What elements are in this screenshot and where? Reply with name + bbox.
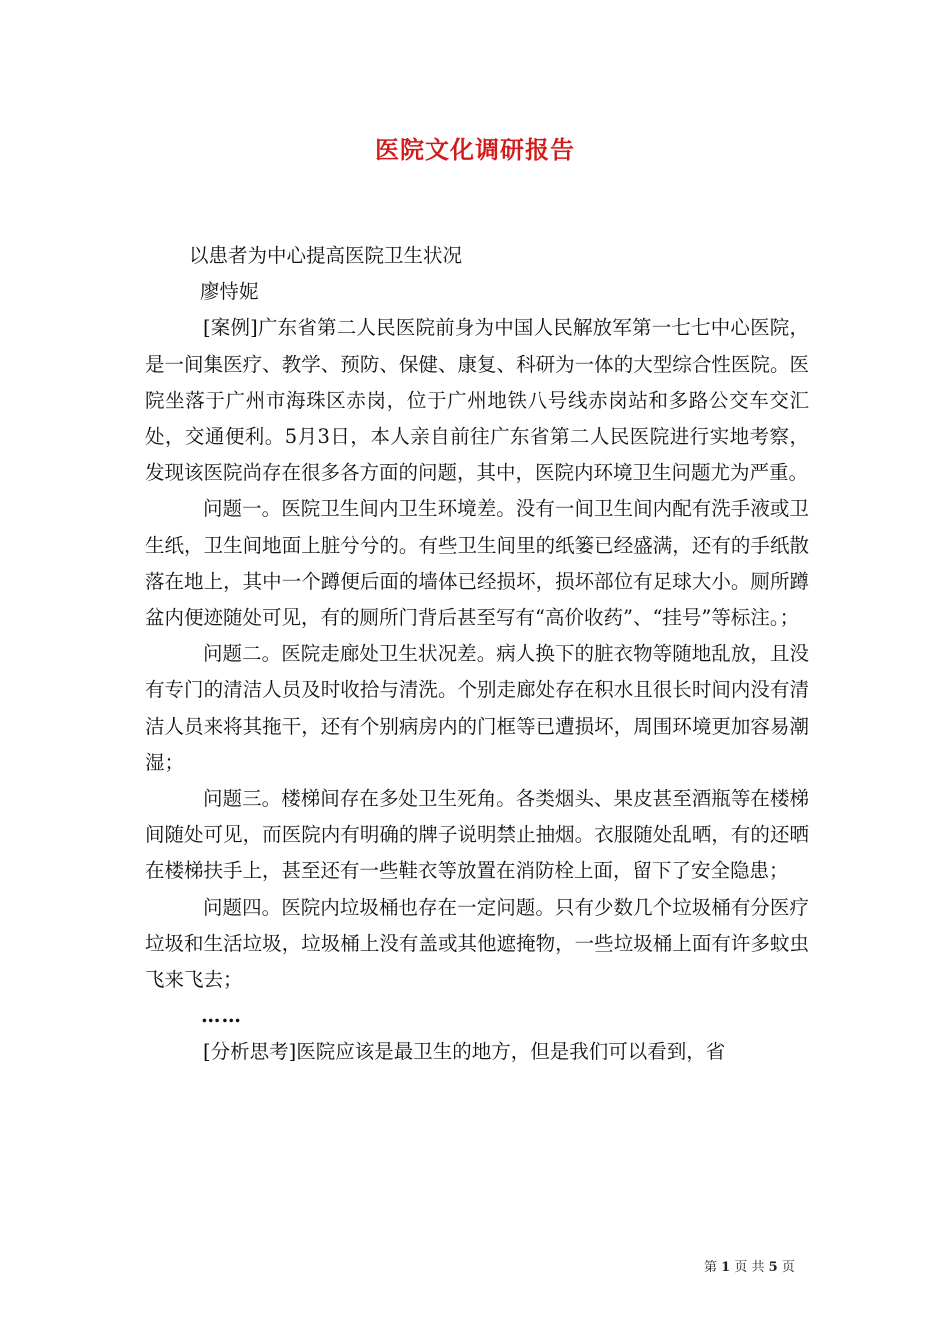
document-subtitle: 以患者为中心提高医院卫生状况 <box>189 244 463 267</box>
paragraph-analysis: [分析思考]医院应该是最卫生的地方，但是我们可以看到，省 <box>203 1040 726 1064</box>
ellipsis: …… <box>201 1004 242 1028</box>
footer-page-total: 5 <box>768 1260 778 1275</box>
document-body <box>145 238 809 1071</box>
paragraph-problem-4: 问题四。医院内垃圾桶也存在一定问题。只有少数几个垃圾桶有分医疗垃圾和生活垃圾，垃圾桶上没有盖或其他遮掩物，一些垃圾桶上面有许多蚊虫飞来飞去； <box>145 895 809 992</box>
footer-page-current: 1 <box>721 1260 731 1275</box>
document-author: 廖恃妮 <box>200 280 259 304</box>
footer-page-prefix: 第 <box>704 1260 718 1275</box>
footer-page-suffix: 页 <box>781 1260 795 1275</box>
paragraph-case: [案例]广东省第二人民医院前身为中国人民解放军第一七七中心医院，是一间集医疗、教学、预防、保健、康复、科研为一体的大型综合性医院。医院坐落于广州市海珠区赤岗，位于广州地铁八号线赤岗站和多路公交车交汇处，交通便利。5月3日，本人亲自前往广东省第二人民医院进行实地考察，发现该医院尚存在很多各方面的问题，其中，医院内环境卫生问题尤为严重。 <box>145 316 809 485</box>
paragraph-problem-1: 问题一。医院卫生间内卫生环境差。没有一间卫生间内配有洗手液或卫生纸，卫生间地面上脏兮兮的。有些卫生间里的纸篓已经盛满，还有的手纸散落在地上，其中一个蹲便后面的墙体已经损坏，损坏部位有足球大小。厕所蹲盆内便迹随处可见，有的厕所门背后甚至写有“高价收药”、“挂号”等标注。； <box>145 497 809 630</box>
page-footer <box>704 1256 814 1275</box>
footer-page-middle: 页 共 <box>734 1260 765 1275</box>
paragraph-problem-2: 问题二。医院走廊处卫生状况差。病人换下的脏衣物等随地乱放，且没有专门的清洁人员及时收拾与清洗。个别走廊处存在积水且很长时间内没有清洁人员来将其拖干，还有个别病房内的门框等已遭损坏，周围环境更加容易潮湿； <box>145 642 809 774</box>
document-title: 医院文化调研报告 <box>375 135 575 164</box>
paragraph-problem-3: 问题三。楼梯间存在多处卫生死角。各类烟头、果皮甚至酒瓶等在楼梯间随处可见，而医院内有明确的牌子说明禁止抽烟。衣服随处乱晒，有的还晒在楼梯扶手上，甚至还有一些鞋衣等放置在消防栓上面，留下了安全隐患； <box>145 787 809 883</box>
